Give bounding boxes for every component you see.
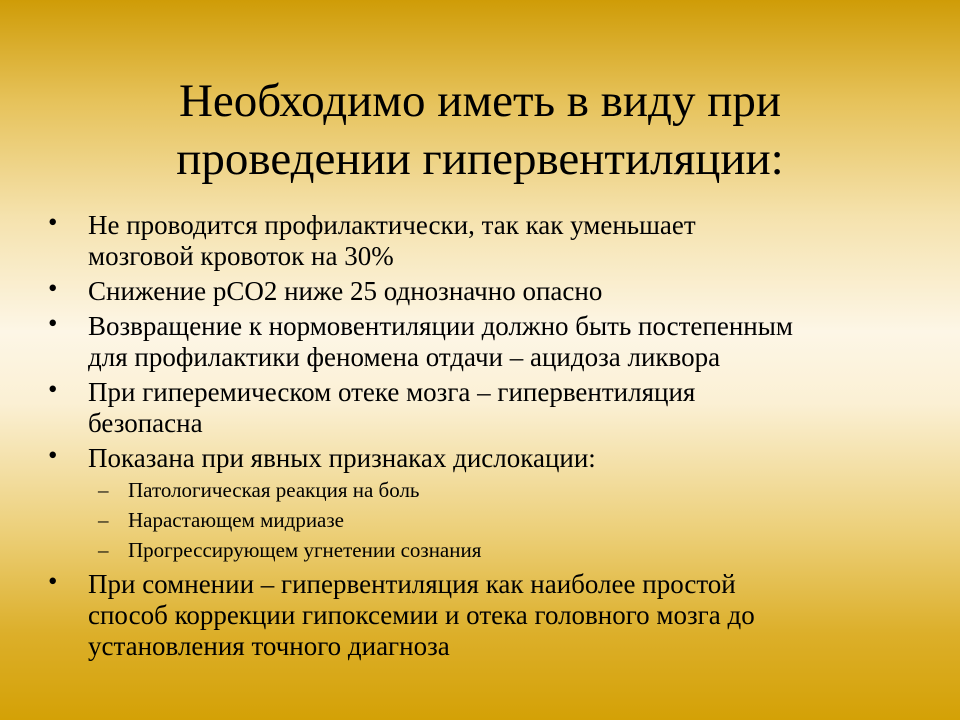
bullet-item-4-line-2: безопасна — [88, 408, 203, 438]
bullet-icon: • — [48, 374, 58, 404]
dash-icon: – — [98, 478, 109, 502]
bullet-icon: • — [48, 207, 58, 237]
bullet-item-1-line-1: Не проводится профилактически, так как уменьшает — [88, 210, 696, 240]
bullet-item-6-line-2: способ коррекции гипоксемии и отека головного мозга до — [88, 600, 755, 630]
bullet-icon: • — [48, 566, 58, 596]
slide-title-line-2: проведении гипервентиляции: — [176, 133, 784, 185]
bullet-item-3-line-1: Возвращение к нормовентиляции должно быть постепенным — [88, 311, 793, 341]
sub-item-1-text: Патологическая реакция на боль — [128, 478, 420, 502]
bullet-item-4-line-1: При гиперемическом отеке мозга – гипервентиляция — [88, 377, 696, 407]
bullet-item-6-line-3: установления точного диагноза — [88, 631, 450, 661]
bullet-icon: • — [48, 273, 58, 303]
dash-icon: – — [98, 538, 109, 562]
bullet-icon: • — [48, 440, 58, 470]
sub-item-2-text: Нарастающем мидриазе — [128, 508, 344, 532]
sub-item-2 — [88, 507, 936, 533]
bullet-item-4 — [46, 374, 936, 439]
bullet-item-6 — [46, 566, 936, 662]
bullet-item-1-line-2: мозговой кровоток на 30% — [88, 241, 394, 271]
sub-list — [88, 477, 936, 563]
bullet-item-5 — [46, 440, 936, 563]
sub-item-1 — [88, 477, 936, 503]
bullet-item-3 — [46, 308, 936, 373]
bullet-list — [46, 207, 936, 666]
bullet-icon: • — [48, 308, 58, 338]
slide-title — [60, 72, 900, 188]
bullet-item-5-line-1: Показана при явных признаках дислокации: — [88, 443, 596, 473]
bullet-item-3-line-2: для профилактики феномена отдачи – ацидоза ликвора — [88, 342, 721, 372]
slide-title-line-1: Необходимо иметь в виду при — [178, 75, 782, 127]
bullet-item-2 — [46, 273, 936, 307]
sub-item-3 — [88, 537, 936, 563]
bullet-item-6-line-1: При сомнении – гипервентиляция как наиболее простой — [88, 569, 736, 599]
bullet-item-2-line-1: Снижение рСО2 ниже 25 однозначно опасно — [88, 276, 603, 306]
bullet-item-1 — [46, 207, 936, 272]
sub-item-3-text: Прогрессирующем угнетении сознания — [128, 538, 482, 562]
dash-icon: – — [98, 508, 109, 532]
